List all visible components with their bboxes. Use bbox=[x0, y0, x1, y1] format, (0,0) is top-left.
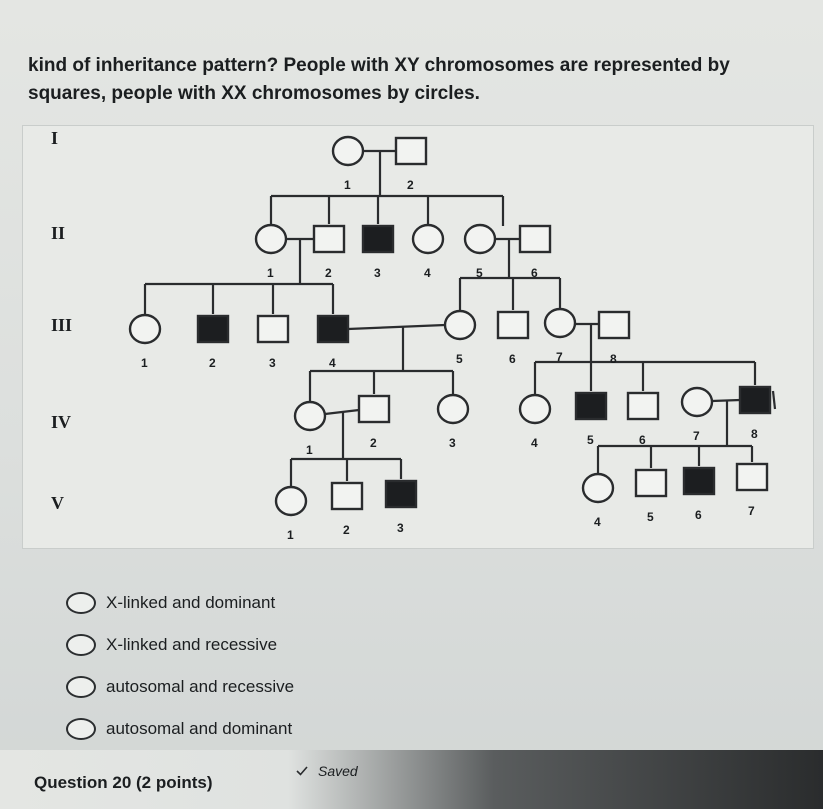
individual-number-label: 7 bbox=[748, 504, 755, 518]
individual-ii-1-circle bbox=[256, 225, 286, 253]
pedigree-line bbox=[712, 400, 740, 401]
pedigree-line bbox=[773, 391, 775, 409]
generation-label-v: V bbox=[51, 493, 64, 513]
individual-number-label: 8 bbox=[751, 427, 758, 441]
check-icon bbox=[296, 766, 308, 776]
individual-iv-3-circle bbox=[438, 395, 468, 423]
individual-iii-7-circle bbox=[545, 309, 575, 337]
individual-v-7-square bbox=[737, 464, 767, 490]
individual-number-label: 2 bbox=[343, 523, 350, 537]
individual-number-label: 3 bbox=[269, 356, 276, 370]
individual-number-label: 2 bbox=[407, 178, 414, 192]
individual-number-label: 4 bbox=[329, 356, 336, 370]
generation-label-iii: III bbox=[51, 315, 73, 335]
option-label: X-linked and dominant bbox=[106, 593, 276, 612]
individual-number-label: 7 bbox=[556, 350, 563, 364]
individual-v-2-square bbox=[332, 483, 362, 509]
individual-number-label: 5 bbox=[647, 510, 654, 524]
individual-v-4-circle bbox=[583, 474, 613, 502]
generation-label-i: I bbox=[51, 128, 59, 148]
individual-iii-2-square bbox=[198, 316, 228, 342]
individual-number-label: 1 bbox=[141, 356, 148, 370]
individual-number-label: 4 bbox=[424, 266, 431, 280]
individual-iv-8-square bbox=[740, 387, 770, 413]
option-autosomal-recessive[interactable] bbox=[66, 672, 294, 702]
individual-number-label: 6 bbox=[531, 266, 538, 280]
question-prompt bbox=[28, 52, 768, 108]
individual-number-label: 2 bbox=[209, 356, 216, 370]
individual-ii-4-circle bbox=[413, 225, 443, 253]
individual-v-5-square bbox=[636, 470, 666, 496]
individual-number-label: 1 bbox=[267, 266, 274, 280]
individual-v-1-circle bbox=[276, 487, 306, 515]
individual-number-label: 2 bbox=[370, 436, 377, 450]
individual-number-label: 2 bbox=[325, 266, 332, 280]
generation-label-ii: II bbox=[51, 223, 66, 243]
generation-label-iv: IV bbox=[51, 412, 72, 432]
individual-number-label: 1 bbox=[306, 443, 313, 457]
saved-status bbox=[296, 763, 358, 779]
question-prompt-line-2: squares, people with XX chromosomes by circles. bbox=[28, 83, 480, 104]
individual-ii-3-square bbox=[363, 226, 393, 252]
option-x-linked-recessive[interactable] bbox=[66, 630, 277, 660]
individual-iv-1-circle bbox=[295, 402, 325, 430]
option-x-linked-dominant[interactable] bbox=[66, 588, 275, 618]
individual-v-6-square bbox=[684, 468, 714, 494]
individual-number-label: 7 bbox=[693, 429, 700, 443]
individual-v-3-square bbox=[386, 481, 416, 507]
option-label: autosomal and recessive bbox=[106, 677, 295, 696]
individual-iii-3-square bbox=[258, 316, 288, 342]
individual-iii-8-square bbox=[599, 312, 629, 338]
pedigree-line bbox=[348, 325, 445, 329]
pedigree-diagram bbox=[23, 126, 813, 548]
individual-number-label: 5 bbox=[587, 433, 594, 447]
individual-iv-5-square bbox=[576, 393, 606, 419]
individual-number-label: 3 bbox=[374, 266, 381, 280]
individual-ii-6-square bbox=[520, 226, 550, 252]
individual-iv-7-circle bbox=[682, 388, 712, 416]
individual-iii-4-square bbox=[318, 316, 348, 342]
radio-button-icon[interactable] bbox=[66, 718, 96, 740]
individual-number-label: 3 bbox=[449, 436, 456, 450]
individual-iv-2-square bbox=[359, 396, 389, 422]
option-label: X-linked and recessive bbox=[106, 635, 278, 654]
individual-number-label: 5 bbox=[476, 266, 483, 280]
radio-button-icon[interactable] bbox=[66, 676, 96, 698]
radio-button-icon[interactable] bbox=[66, 634, 96, 656]
individual-i-2-square bbox=[396, 138, 426, 164]
individual-iii-5-circle bbox=[445, 311, 475, 339]
individual-iv-4-circle bbox=[520, 395, 550, 423]
pedigree-chart bbox=[22, 125, 814, 549]
individual-number-label: 6 bbox=[639, 433, 646, 447]
individual-number-label: 3 bbox=[397, 521, 404, 535]
individual-iii-6-square bbox=[498, 312, 528, 338]
individual-number-label: 5 bbox=[456, 352, 463, 366]
option-label: autosomal and dominant bbox=[106, 719, 293, 738]
individual-number-label: 4 bbox=[594, 515, 601, 529]
question-prompt-line-1: kind of inheritance pattern? People with XY chromosomes are represented by bbox=[28, 55, 730, 76]
individual-number-label: 8 bbox=[610, 352, 617, 366]
individual-i-1-circle bbox=[333, 137, 363, 165]
individual-iii-1-circle bbox=[130, 315, 160, 343]
individual-ii-5-circle bbox=[465, 225, 495, 253]
individual-ii-2-square bbox=[314, 226, 344, 252]
radio-button-icon[interactable] bbox=[66, 592, 96, 614]
saved-label: Saved bbox=[318, 763, 358, 779]
individual-number-label: 6 bbox=[695, 508, 702, 522]
option-autosomal-dominant[interactable] bbox=[66, 714, 292, 744]
individual-number-label: 6 bbox=[509, 352, 516, 366]
individual-number-label: 4 bbox=[531, 436, 538, 450]
individual-iv-6-square bbox=[628, 393, 658, 419]
individual-number-label: 1 bbox=[344, 178, 351, 192]
individual-number-label: 1 bbox=[287, 528, 294, 542]
question-number: Question 20 (2 points) bbox=[34, 773, 213, 792]
